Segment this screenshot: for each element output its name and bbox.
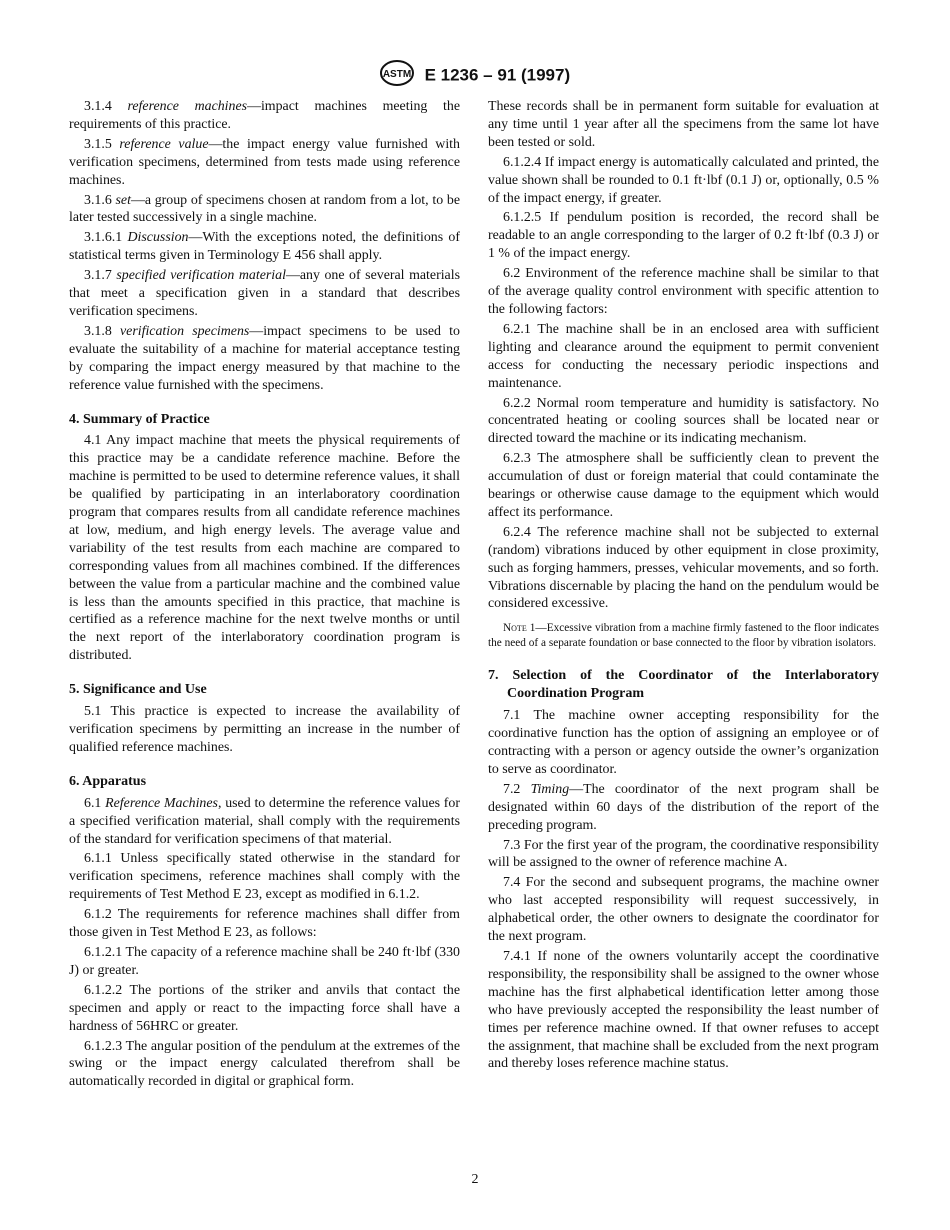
paragraph-continued: These records shall be in permanent form suitable for evaluation at any time until 1 year after all the specimens from the same lot have been tested or sold. <box>488 99 879 150</box>
paragraph-4-1: 4.1 Any impact machine that meets the physical requirements of this practice may be a candidate reference machine. Before the machine is permitted to be used to determine reference values, it shall be qualified by participating in an interlaboratory coordination program that compares results from all candidate reference machines at low, medium, and high energy levels. The average value and variability of the test results from each machine are compared to corresponding values from all machines combined. If the differences between the value from a particular machine and the combined value is less than the amounts specified in this practice, that machine is certified as a reference machine for the next twelve months or until the next report of the interlaboratory coordination program is distributed. <box>69 433 460 664</box>
paragraph-6-1: 6.1 Reference Machines, used to determine the reference values for a specified verification material, shall comply with the requirements of the standard for verification specimens of that material. <box>69 795 460 847</box>
paragraph-6-1-2-2: 6.1.2.2 The portions of the striker and anvils that contact the specimen and apply or react to the impacting force shall have a hardness of 56HRC or greater. <box>69 982 460 1034</box>
paragraph-6-2-4: 6.2.4 The reference machine shall not be subjected to external (random) vibrations induced by other equipment in close proximity, such as forging hammers, presses, vehicular movements, and so forth. Vibrations discernable by placing the hand on the pendulum would be considered excessive. <box>488 524 879 612</box>
section-heading-4: 4. Summary of Practice <box>69 411 210 427</box>
page-number: 2 <box>471 1172 479 1187</box>
paragraph-3-1-7: 3.1.7 specified verification material—any one of several materials that meet a specification given in a standard that describes verification specimens. <box>69 268 460 319</box>
paragraph-6-2-1: 6.2.1 The machine shall be in an enclosed area with sufficient lighting and clearance around the equipment to permit convenient access for conducting the necessary periodic inspections and maintenance. <box>488 321 879 391</box>
note-text: —Excessive vibration from a machine firmly fastened to the floor indicates the need of a separate foundation or base connected to the floor by vibration isolators. <box>488 622 880 650</box>
paragraph-3-1-6-1: 3.1.6.1 Discussion—With the exceptions noted, the definitions of statistical terms given in Terminology E 456 shall apply. <box>69 230 460 264</box>
paragraph-6-1-2-5: 6.1.2.5 If pendulum position is recorded, the record shall be readable to an angle corresponding to the larger of 0.2 ft·lbf (0.3 J) or 1 % of the impact energy. <box>488 210 879 262</box>
paragraph-6-1-2-4: 6.1.2.4 If impact energy is automatically calculated and printed, the value shown shall be rounded to 0.1 ft·lbf (0.1 J) or, optionally, 0.5 % of the impact energy, if greater. <box>488 154 879 206</box>
paragraph-3-1-8: 3.1.8 verification specimens—impact specimens to be used to evaluate the suitability of a machine for material acceptance testing by comparing the impact energy measured by that machine to the reference value furnished with the specimens. <box>69 323 460 393</box>
paragraph-6-1-2-3: 6.1.2.3 The angular position of the pendulum at the extremes of the swing or the impact energy calculated therefrom shall be automatically recorded in digital or graphical form. <box>69 1038 460 1090</box>
note-1 <box>488 621 879 651</box>
paragraph-6-2-2: 6.2.2 Normal room temperature and humidity is satisfactory. No concentrated heating or cooling sources shall be located near or directed toward the machine or its indicating mechanism. <box>488 395 879 447</box>
paragraph-7-3: 7.3 For the first year of the program, the coordinative responsibility will be assigned to the owner of reference machine A. <box>488 837 879 871</box>
paragraph-3-1-5: 3.1.5 reference value—the impact energy value furnished with verification specimens, determined from tests made using reference machines. <box>69 136 460 188</box>
paragraph-3-1-6: 3.1.6 set—a group of specimens chosen at random from a lot, to be later tested successively in a single machine. <box>69 192 460 226</box>
section-heading-7: 7. Selection of the Coordinator of the Interlaboratory Coordination Program <box>488 668 879 702</box>
section-heading-5: 5. Significance and Use <box>69 682 207 698</box>
paragraph-7-4: 7.4 For the second and subsequent programs, the machine owner who last accepted responsibility will request successively, in alphabetical order, the other owners to designate the coordinator for the next program. <box>488 875 879 945</box>
paragraph-7-4-1: 7.4.1 If none of the owners voluntarily accept the coordinative responsibility, the responsibility shall be assigned to the owner whose machine has the first alphabetical identification letter among those who have previously accepted the responsibility the least number of times per reference machine owned. If that owner refuses to accept the assignment, that machine shall be excluded from the next program and thereby loses reference machine status. <box>488 948 879 1072</box>
paragraph-6-1-1: 6.1.1 Unless specifically stated otherwise in the standard for verification specimens, reference machines shall comply with the requirements of Test Method E 23, except as modified in 6.1.2. <box>69 851 460 903</box>
paragraph-3-1-4: 3.1.4 reference machines—impact machines meeting the requirements of this practice. <box>69 99 460 132</box>
right-column <box>488 98 879 1075</box>
paragraph-6-2-3: 6.2.3 The atmosphere shall be sufficiently clean to prevent the accumulation of dust or foreign material that could contaminate the bearings or otherwise cause damage to the equipment which would affect its performance. <box>488 451 879 520</box>
paragraph-6-2: 6.2 Environment of the reference machine shall be similar to that of the average quality control environment with specific attention to the following factors: <box>488 266 879 317</box>
page-header <box>0 60 950 91</box>
paragraph-6-1-2-1: 6.1.2.1 The capacity of a reference machine shall be 240 ft·lbf (330 J) or greater. <box>69 944 460 978</box>
logo-text: ASTM <box>382 69 412 80</box>
paragraph-7-2: 7.2 Timing—The coordinator of the next program shall be designated within 60 days of the distribution of the report of the preceding program. <box>488 781 879 833</box>
note-label: Note 1 <box>503 622 536 635</box>
left-column <box>69 98 460 1093</box>
paragraph-5-1: 5.1 This practice is expected to increase the availability of verification specimens by permitting an increase in the number of qualified reference machines. <box>69 704 460 755</box>
paragraph-6-1-2: 6.1.2 The requirements for reference machines shall differ from those given in Test Method E 23, as follows: <box>69 907 460 941</box>
section-heading-6: 6. Apparatus <box>69 773 147 789</box>
document-designation: E 1236 – 91 (1997) <box>424 65 571 85</box>
astm-logo-icon <box>380 60 414 91</box>
paragraph-7-1: 7.1 The machine owner accepting responsibility for the coordinative function has the option of assigning an employee or of contracting with a person or agency outside the owner’s organization to serve as coordinator. <box>488 708 879 777</box>
